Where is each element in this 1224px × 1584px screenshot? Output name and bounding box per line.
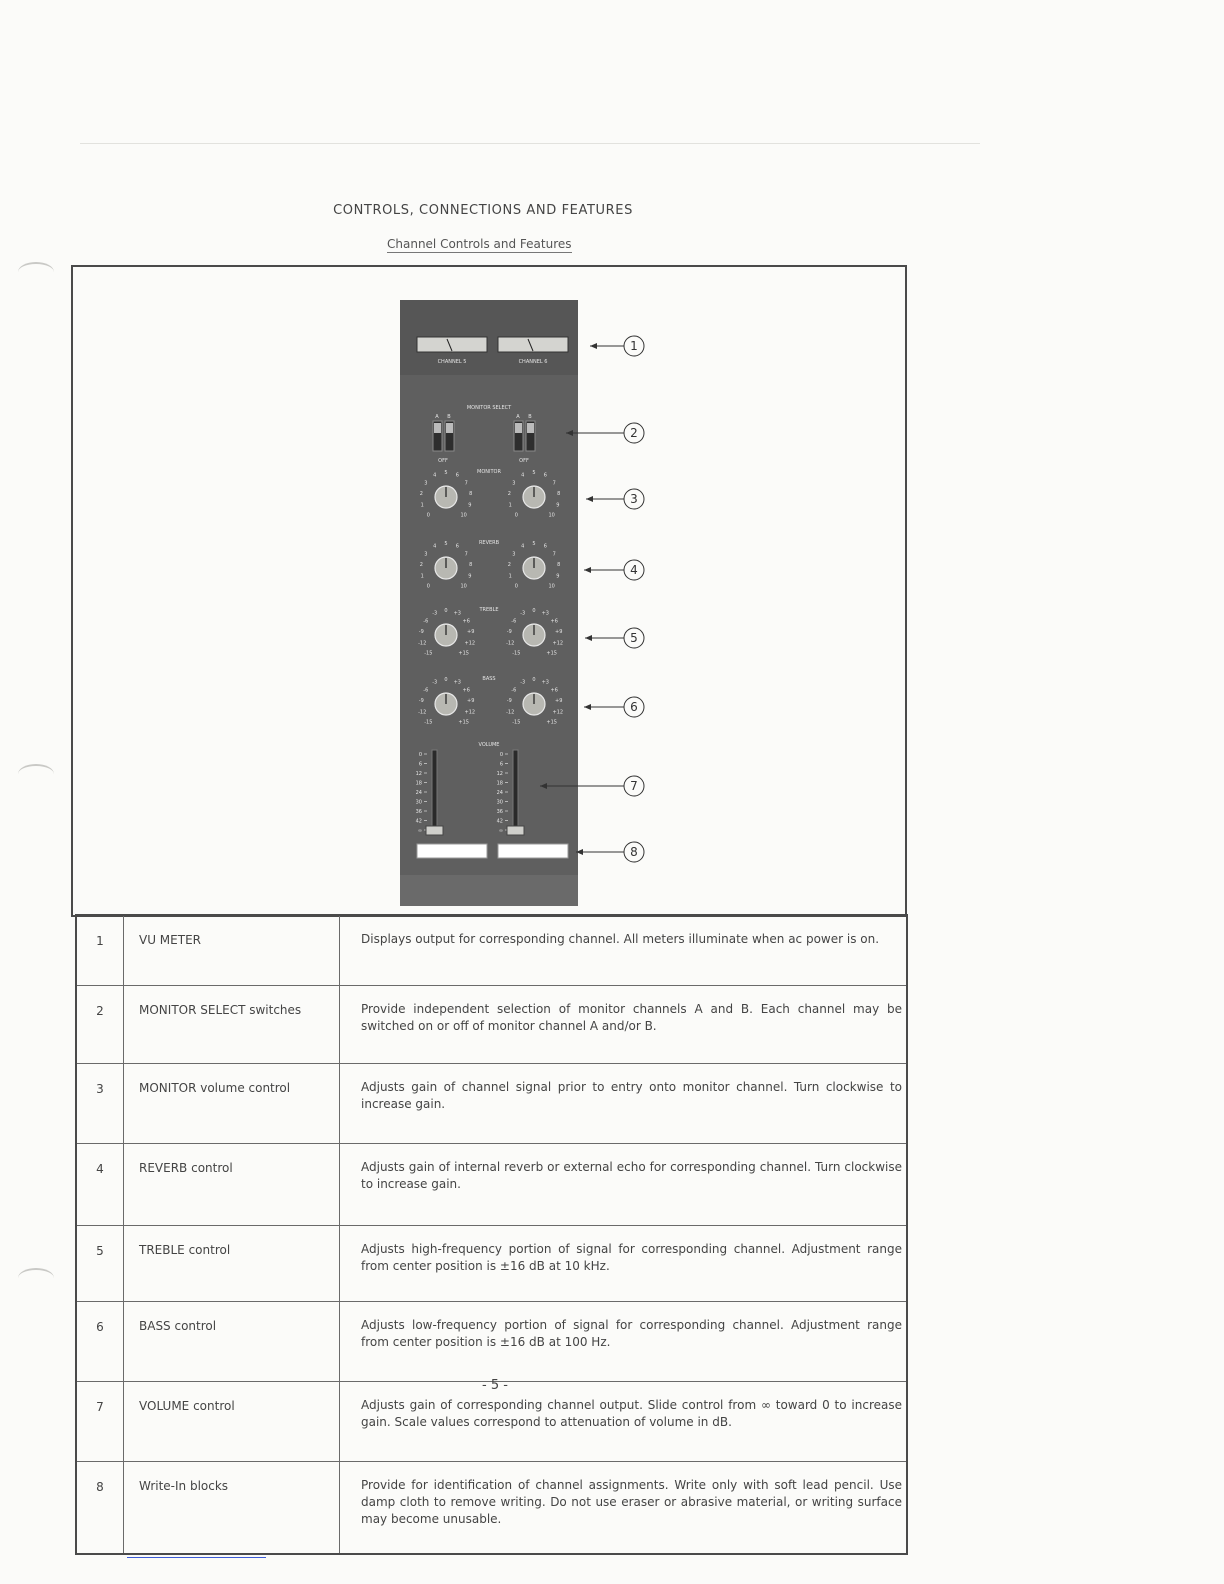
knob-scale-label: 6: [455, 472, 459, 479]
knob-scale-label: 3: [424, 551, 428, 558]
knob-scale-label: 1: [420, 573, 424, 580]
knob-scale-label: -3: [520, 610, 526, 617]
knob-scale-label: +15: [458, 650, 469, 657]
callout-number: 8: [630, 845, 638, 859]
knob-scale-label: 10: [460, 512, 467, 519]
item-description: Adjusts gain of corresponding channel output. Slide control from ∞ toward 0 to increase gain. Scale values correspond to attenuation of volume in dB.: [340, 1382, 908, 1462]
item-number: 1: [76, 915, 124, 986]
knob-scale-label: +15: [458, 719, 469, 726]
switch-off-label: OFF: [438, 458, 448, 464]
knob-scale-label: 5: [444, 541, 448, 547]
knob-scale-label: 0: [514, 583, 518, 590]
table-row: [76, 1302, 907, 1382]
knob-scale-label: 3: [512, 551, 516, 558]
knob-scale-label: -12: [506, 709, 515, 716]
knob-scale-label: -6: [423, 687, 429, 694]
fader-scale-label: 0: [418, 752, 422, 758]
item-description: Provide independent selection of monitor channels A and B. Each channel may be switched on or off of monitor channel A and/or B.: [340, 986, 908, 1064]
knob-scale-label: -15: [512, 650, 521, 657]
fader-slot: [513, 750, 518, 832]
section-subtitle: Channel Controls and Features: [387, 237, 572, 251]
knob-scale-label: +12: [552, 640, 564, 647]
panel-background: [400, 300, 578, 906]
page-number: - 5 -: [482, 1378, 508, 1393]
item-name: Write-In blocks: [124, 1462, 340, 1555]
knob-scale-label: 9: [556, 573, 560, 580]
knob-scale-label: -6: [511, 687, 517, 694]
knob-scale-label: 2: [507, 562, 511, 569]
knob-scale-label: 5: [532, 470, 536, 476]
knob-scale-label: +9: [555, 629, 563, 636]
fader-slot: [432, 750, 437, 832]
switch-toggle: [434, 423, 441, 433]
knob-scale-label: +12: [464, 709, 476, 716]
vu-channel-label: CHANNEL 6: [518, 359, 548, 365]
knob-scale-label: 9: [556, 502, 560, 509]
knob-scale-label: -15: [424, 650, 433, 657]
knob-scale-label: 9: [468, 502, 472, 509]
item-name: MONITOR volume control: [124, 1064, 340, 1144]
knob-scale-label: +3: [453, 679, 461, 686]
knob-scale-label: 4: [521, 472, 525, 479]
knob-scale-label: +9: [467, 629, 475, 636]
item-description: Adjusts gain of internal reverb or external echo for corresponding channel. Turn clockwise to increase gain.: [340, 1144, 908, 1226]
switch-label-b: B: [447, 414, 451, 420]
knob-section-label: TREBLE: [479, 607, 499, 613]
item-number: 4: [76, 1144, 124, 1226]
knob-scale-label: 7: [552, 551, 556, 558]
knob-scale-label: -6: [423, 618, 429, 625]
page-title: CONTROLS, CONNECTIONS AND FEATURES: [333, 203, 633, 218]
item-name: MONITOR SELECT switches: [124, 986, 340, 1064]
item-description: Provide for identification of channel assignments. Write only with soft lead pencil. Use damp cloth to remove writing. Do not use eraser or abrasive material, or writing surface may become unusable.: [340, 1462, 908, 1555]
knob-scale-label: +9: [467, 698, 475, 705]
fader-scale-label: ∞: [417, 828, 422, 834]
fader-scale-label: 24: [415, 790, 422, 796]
knob-scale-label: -9: [506, 629, 512, 636]
knob-scale-label: 1: [508, 573, 512, 580]
switch-toggle: [446, 423, 453, 433]
item-description: Displays output for corresponding channel. All meters illuminate when ac power is on.: [340, 915, 908, 986]
knob-scale-label: 6: [455, 543, 459, 550]
fader-scale-label: 42: [496, 818, 503, 825]
knob-section-label: BASS: [482, 676, 496, 682]
knob-scale-label: 2: [419, 491, 423, 498]
item-name: VU METER: [124, 915, 340, 986]
item-name: VOLUME control: [124, 1382, 340, 1462]
callout-number: 3: [630, 492, 638, 506]
knob-scale-label: 4: [521, 543, 525, 550]
table-row: [76, 1462, 907, 1555]
table-row: [76, 1226, 907, 1302]
knob-scale-label: 8: [469, 562, 473, 569]
callout-number: 4: [630, 563, 638, 577]
knob-scale-label: 5: [444, 470, 448, 476]
table-row: [76, 915, 907, 986]
switch-label-b: B: [528, 414, 532, 420]
knob-scale-label: 0: [426, 512, 430, 519]
knob-scale-label: -3: [432, 679, 438, 686]
knob-scale-label: -9: [506, 698, 512, 705]
knob-scale-label: 0: [514, 512, 518, 519]
knob-scale-label: 0: [444, 677, 448, 683]
scan-footer-line: [127, 1557, 266, 1558]
knob-scale-label: +9: [555, 698, 563, 705]
controls-legend-table: [75, 914, 908, 1555]
knob-scale-label: +3: [541, 679, 549, 686]
item-number: 7: [76, 1382, 124, 1462]
switch-label-a: A: [516, 414, 520, 420]
knob-scale-label: 10: [548, 512, 555, 519]
item-number: 5: [76, 1226, 124, 1302]
knob-scale-label: 7: [464, 480, 468, 487]
knob-scale-label: 8: [469, 491, 473, 498]
knob-scale-label: 0: [426, 583, 430, 590]
volume-label: VOLUME: [478, 742, 500, 748]
callout-number: 1: [630, 339, 638, 353]
item-name: REVERB control: [124, 1144, 340, 1226]
switch-label-a: A: [435, 414, 439, 420]
knob-section-label: REVERB: [478, 540, 500, 546]
fader-scale-label: 12: [415, 771, 422, 777]
switch-toggle: [527, 423, 534, 433]
fader-scale-label: 36: [415, 809, 422, 815]
knob-scale-label: 4: [433, 543, 437, 550]
knob-scale-label: +15: [546, 719, 557, 726]
scan-edge-line: [80, 143, 980, 144]
fader-scale-label: 30: [496, 799, 503, 806]
knob-scale-label: -15: [424, 719, 433, 726]
knob-scale-label: 10: [460, 583, 467, 590]
fader-scale-label: 18: [496, 780, 503, 787]
knob-scale-label: -12: [418, 709, 427, 716]
fader-scale-label: 0: [499, 752, 503, 758]
binder-hole-mark: [18, 262, 54, 282]
fader-scale-label: 42: [415, 818, 422, 825]
table-row: [76, 1382, 907, 1462]
item-description: Adjusts low-frequency portion of signal for corresponding channel. Adjustment range from center position is ±16 dB at 100 Hz.: [340, 1302, 908, 1382]
fader-cap: [426, 826, 443, 835]
knob-scale-label: 9: [468, 573, 472, 580]
knob-scale-label: 3: [512, 480, 516, 487]
item-number: 8: [76, 1462, 124, 1555]
fader-scale-label: 12: [496, 771, 503, 777]
knob-scale-label: 1: [420, 502, 424, 509]
item-name: BASS control: [124, 1302, 340, 1382]
knob-scale-label: -6: [511, 618, 517, 625]
fader-scale-label: 18: [415, 780, 422, 787]
knob-scale-label: -3: [520, 679, 526, 686]
item-description: Adjusts gain of channel signal prior to entry onto monitor channel. Turn clockwise to increase gain.: [340, 1064, 908, 1144]
vu-channel-label: CHANNEL 5: [437, 359, 467, 365]
callout-number: 6: [630, 700, 638, 714]
table-row: [76, 1144, 907, 1226]
knob-scale-label: 2: [419, 562, 423, 569]
fader-scale-label: ∞: [498, 828, 503, 834]
knob-scale-label: 7: [552, 480, 556, 487]
fader-scale-label: 24: [496, 790, 503, 796]
knob-section-label: MONITOR: [477, 469, 501, 475]
knob-scale-label: 0: [532, 677, 536, 683]
knob-scale-label: 10: [548, 583, 555, 590]
table-row: [76, 986, 907, 1064]
knob-scale-label: 8: [557, 562, 561, 569]
knob-scale-label: -15: [512, 719, 521, 726]
knob-scale-label: +6: [462, 618, 470, 625]
knob-scale-label: 7: [464, 551, 468, 558]
callout-number: 5: [630, 631, 638, 645]
fader-scale-label: 6: [418, 761, 422, 768]
panel-bottom-trim: [400, 875, 578, 906]
item-number: 3: [76, 1064, 124, 1144]
knob-scale-label: +6: [462, 687, 470, 694]
fader-scale-label: 6: [499, 761, 503, 768]
binder-hole-mark: [18, 764, 54, 784]
fader-scale-label: 36: [496, 809, 503, 815]
knob-scale-label: +3: [541, 610, 549, 617]
fader-cap: [507, 826, 524, 835]
item-number: 2: [76, 986, 124, 1064]
knob-scale-label: 6: [543, 543, 547, 550]
item-name: TREBLE control: [124, 1226, 340, 1302]
knob-scale-label: 0: [532, 608, 536, 614]
knob-scale-label: +3: [453, 610, 461, 617]
knob-scale-label: 5: [532, 541, 536, 547]
knob-scale-label: 4: [433, 472, 437, 479]
knob-scale-label: -9: [418, 698, 424, 705]
switch-off-label: OFF: [519, 458, 529, 464]
knob-scale-label: 1: [508, 502, 512, 509]
knob-scale-label: -3: [432, 610, 438, 617]
knob-scale-label: +15: [546, 650, 557, 657]
knob-scale-label: +6: [550, 618, 558, 625]
knob-scale-label: +12: [552, 709, 564, 716]
knob-scale-label: +12: [464, 640, 476, 647]
write-in-block: [498, 844, 568, 858]
knob-scale-label: -9: [418, 629, 424, 636]
fader-scale-label: 30: [415, 799, 422, 806]
knob-scale-label: 0: [444, 608, 448, 614]
knob-scale-label: +6: [550, 687, 558, 694]
knob-scale-label: 2: [507, 491, 511, 498]
binder-hole-mark: [18, 1268, 54, 1288]
table-row: [76, 1064, 907, 1144]
channel-panel-photo: [400, 300, 578, 906]
knob-scale-label: 8: [557, 491, 561, 498]
callout-number: 7: [630, 779, 638, 793]
knob-scale-label: 3: [424, 480, 428, 487]
switch-toggle: [515, 423, 522, 433]
knob-scale-label: -12: [418, 640, 427, 647]
monitor-select-label: MONITOR SELECT: [466, 405, 512, 411]
item-number: 6: [76, 1302, 124, 1382]
item-description: Adjusts high-frequency portion of signal for corresponding channel. Adjustment range from center position is ±16 dB at 10 kHz.: [340, 1226, 908, 1302]
knob-scale-label: 6: [543, 472, 547, 479]
knob-scale-label: -12: [506, 640, 515, 647]
callout-number: 2: [630, 426, 638, 440]
write-in-block: [417, 844, 487, 858]
